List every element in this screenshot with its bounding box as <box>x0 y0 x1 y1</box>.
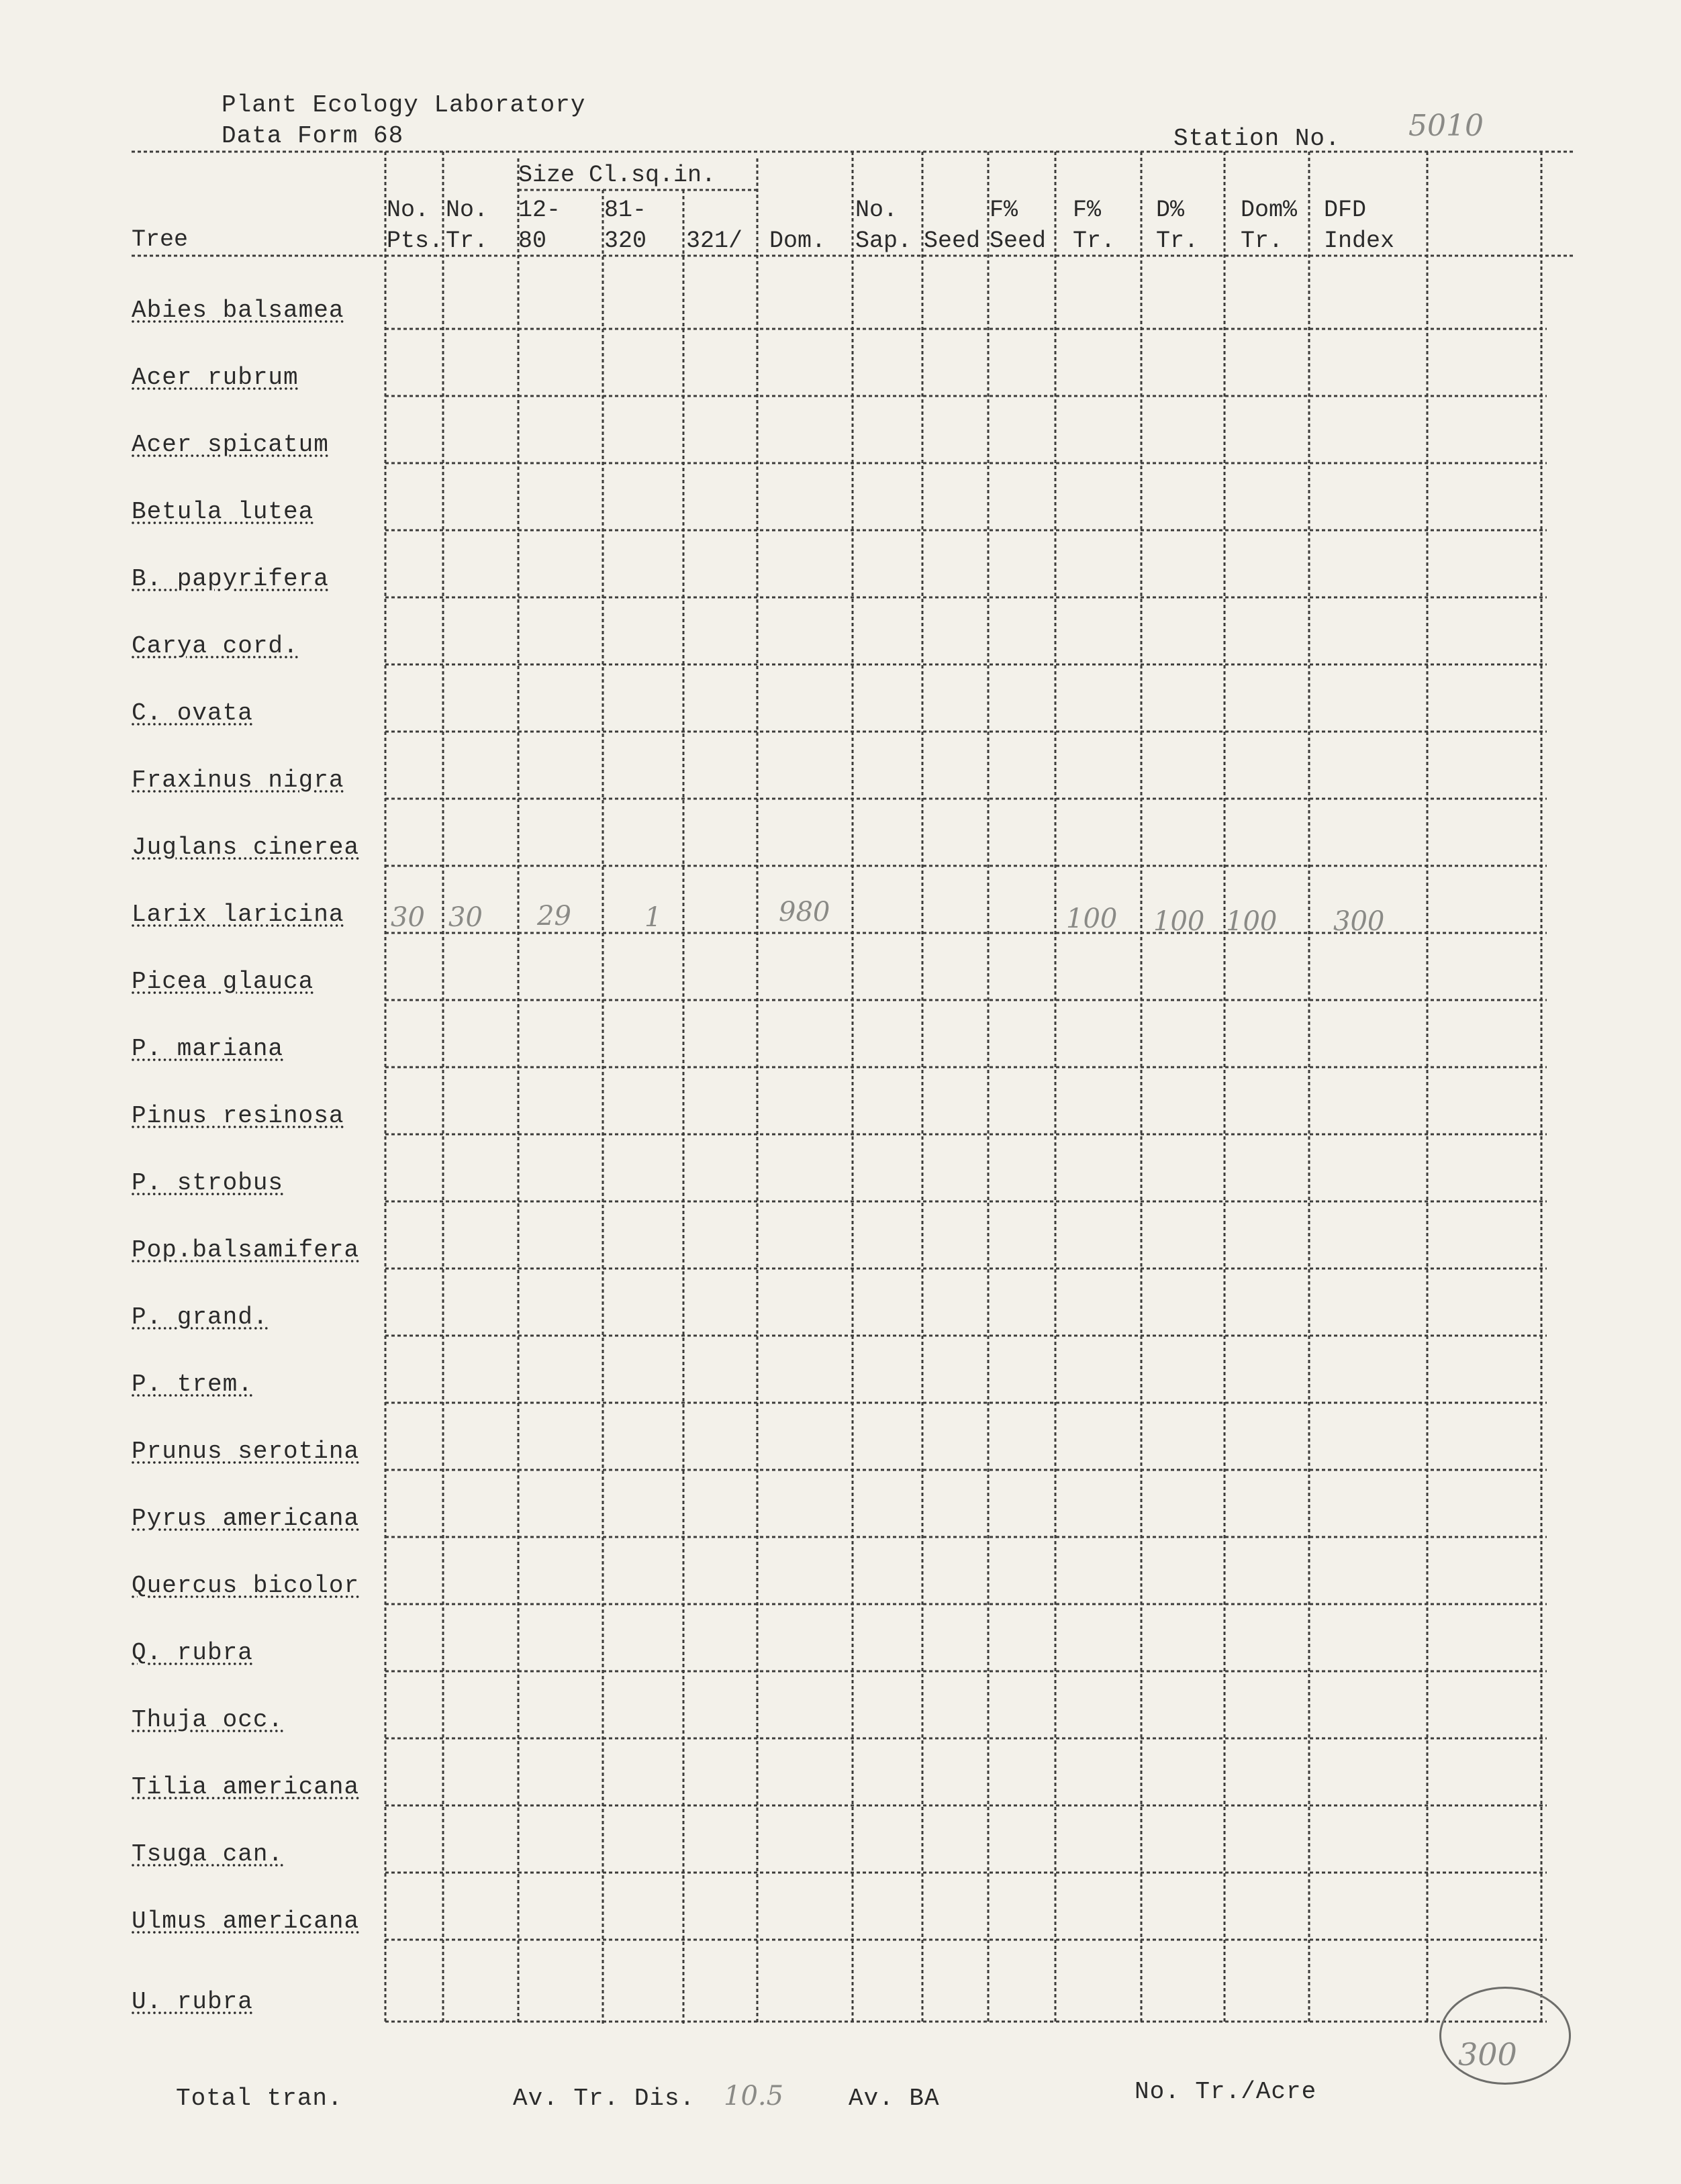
row-label: Carya cord. <box>132 632 299 660</box>
col-tree: Tree <box>132 226 189 253</box>
col-size-12-80: 12- 80 <box>518 197 561 254</box>
row-label: Prunus serotina <box>132 1438 360 1465</box>
row-label: P. grand. <box>132 1303 269 1331</box>
lab-title: Plant Ecology Laboratory <box>222 91 586 119</box>
larix-dom: 980 <box>779 897 830 928</box>
col-f-seed: F% Seed <box>990 197 1047 254</box>
larix-dom-tr: 100 <box>1226 906 1278 937</box>
row-label: P. strobus <box>132 1169 284 1197</box>
row-label: C. ovata <box>132 699 253 727</box>
larix-no-pts: 30 <box>391 902 425 933</box>
row-label: Tilia americana <box>132 1773 360 1801</box>
col-no-tr: No. Tr. <box>446 197 489 254</box>
row-label: Juglans cinerea <box>132 834 360 861</box>
col-size-group: Size Cl.sq.in. <box>518 162 716 189</box>
larix-size-81-320: 1 <box>644 902 662 933</box>
col-dom-tr: Dom% Tr. <box>1241 197 1298 254</box>
no-tr-acre-label: No. Tr./Acre <box>1135 2078 1317 2105</box>
row-label: Acer rubrum <box>132 364 299 391</box>
row-label: Quercus bicolor <box>132 1572 360 1599</box>
larix-d-tr: 100 <box>1153 906 1205 937</box>
row-label: Pop.balsamifera <box>132 1236 360 1264</box>
row-label: Betula lutea <box>132 498 314 526</box>
station-label: Station No. <box>1173 125 1341 152</box>
row-label: Thuja occ. <box>132 1706 284 1734</box>
row-label: Pinus resinosa <box>132 1102 344 1130</box>
col-d-tr: D% Tr. <box>1156 197 1199 254</box>
station-value: 5010 <box>1408 109 1484 143</box>
row-label: Pyrus americana <box>132 1505 360 1532</box>
col-no-pts: No. Pts. <box>387 197 444 254</box>
col-dfd-index: DFD Index <box>1324 197 1395 254</box>
row-label: Abies balsamea <box>132 297 344 324</box>
av-ba-label: Av. BA <box>849 2085 940 2112</box>
row-label: P. mariana <box>132 1035 284 1062</box>
larix-dfd-index: 300 <box>1333 906 1385 937</box>
av-tr-dis-value: 10.5 <box>724 2081 784 2112</box>
larix-no-tr: 30 <box>448 902 483 933</box>
col-no-sap: No. Sap. <box>855 197 912 254</box>
row-label: Tsuga can. <box>132 1840 284 1868</box>
row-label: Ulmus americana <box>132 1907 360 1935</box>
form-title: Data Form 68 <box>222 122 404 150</box>
row-label: Picea glauca <box>132 968 314 995</box>
col-size-321: 321/ <box>686 228 743 254</box>
col-seed: Seed <box>924 228 981 254</box>
col-dom: Dom. <box>769 228 826 254</box>
col-size-81-320: 81- 320 <box>604 197 647 254</box>
larix-f-tr: 100 <box>1066 903 1118 934</box>
col-f-tr: F% Tr. <box>1073 197 1116 254</box>
row-label: U. rubra <box>132 1988 253 2016</box>
row-label: P. trem. <box>132 1371 253 1398</box>
row-label: Fraxinus nigra <box>132 766 344 794</box>
row-label: Acer spicatum <box>132 431 329 458</box>
larix-size-12-80: 29 <box>537 901 571 932</box>
circled-total-value: 300 <box>1458 2036 1517 2073</box>
row-label: Q. rubra <box>132 1639 253 1667</box>
total-tran-label: Total tran. <box>176 2085 343 2112</box>
av-tr-dis-label: Av. Tr. Dis. <box>513 2085 695 2112</box>
row-label: B. papyrifera <box>132 565 329 593</box>
row-label: Larix laricina <box>132 901 344 928</box>
